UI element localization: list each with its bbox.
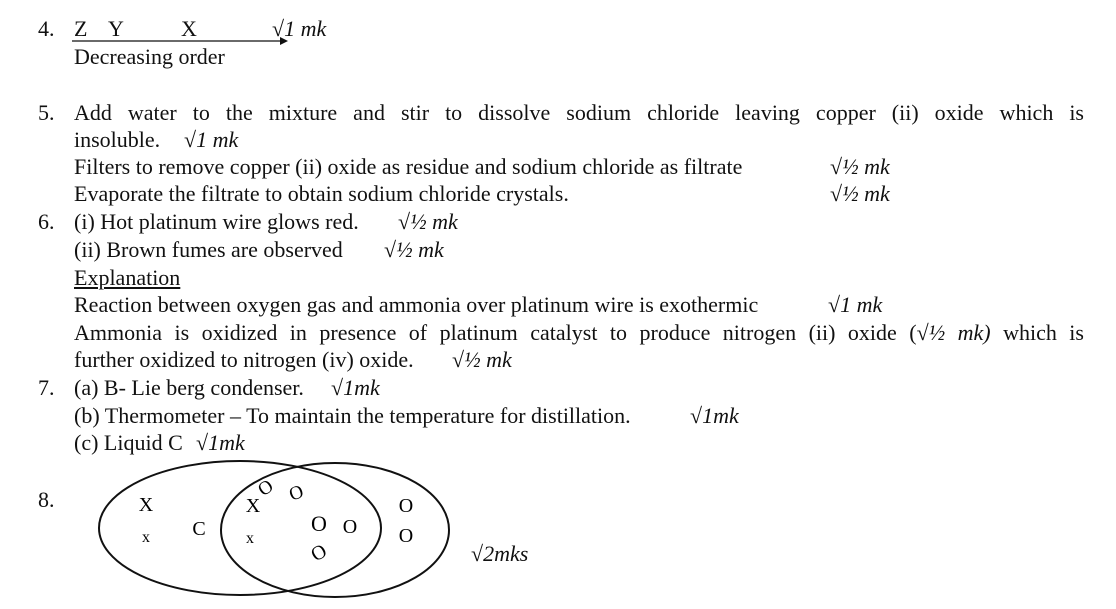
q5-mark-2: √1 mk — [184, 127, 239, 152]
q6-line-5: further oxidized to nitrogen (iv) oxide. — [74, 347, 414, 372]
q6-mark-5: √½ mk — [452, 347, 512, 372]
q7-mark-1: √1mk — [331, 375, 380, 400]
q4-mark: √1 mk — [272, 16, 327, 41]
overlap-o-1: O — [254, 475, 278, 501]
q5-number: 5. — [38, 100, 55, 125]
overlap-label-x-upper: X — [245, 495, 261, 517]
q7-number: 7. — [38, 375, 55, 400]
q7-mark-3: √1mk — [196, 430, 245, 455]
q6-line-4 — [74, 320, 1084, 346]
q7-mark-2: √1mk — [690, 403, 739, 428]
q7-line-2: (b) Thermometer – To maintain the temperature for distillation. — [74, 403, 631, 428]
q6-line-3: Reaction between oxygen gas and ammonia over platinum wire is exothermic — [74, 292, 759, 317]
q6-line-1: (i) Hot platinum wire glows red. — [74, 209, 359, 234]
q5-line-4: Evaporate the filtrate to obtain sodium chloride crystals. — [74, 181, 569, 206]
overlap-o-5: O — [307, 539, 331, 567]
q4-number: 4. — [38, 16, 55, 41]
q8-number: 8. — [38, 487, 55, 512]
right-label-o-upper: O — [398, 495, 414, 517]
q6-mark-4: √½ mk) — [916, 320, 991, 345]
q4-y: Y — [108, 16, 124, 41]
q8-mark: √2mks — [471, 541, 529, 566]
q6-mark-2: √½ mk — [384, 237, 444, 262]
q5-line-3: Filters to remove copper (ii) oxide as residue and sodium chloride as filtrate — [74, 154, 743, 179]
left-label-x-upper: X — [138, 494, 154, 516]
q6-number: 6. — [38, 209, 55, 234]
q6-mark-3: √1 mk — [828, 292, 883, 317]
q4-caption: Decreasing order — [74, 44, 225, 69]
q6-mark-1: √½ mk — [398, 209, 458, 234]
q5-mark-3: √½ mk — [830, 154, 890, 179]
q6-line-4-text: Ammonia is oxidized in presence of platinum catalyst to produce nitrogen (ii) oxide ( — [74, 320, 917, 345]
left-label-x-lower: x — [142, 529, 150, 546]
q6-line-4-tail: which is — [990, 320, 1084, 345]
left-label-c: C — [192, 518, 206, 540]
q6-line-2: (ii) Brown fumes are observed — [74, 237, 343, 262]
q4-z: Z — [74, 16, 88, 41]
q7-line-1: (a) B- Lie berg condenser. — [74, 375, 304, 400]
overlap-label-x-lower: x — [246, 530, 254, 547]
left-ellipse — [99, 461, 381, 595]
q4-x: X — [181, 16, 197, 41]
q5-mark-4: √½ mk — [830, 181, 890, 206]
q5-line-1: Add water to the mixture and stir to dissolve sodium chloride leaving copper (ii) oxide which is — [74, 100, 1084, 125]
overlap-o-4: O — [342, 516, 358, 538]
q6-heading: Explanation — [74, 265, 181, 290]
overlap-o-3: O — [311, 511, 327, 536]
q5-line-2: insoluble. — [74, 127, 161, 152]
q8-diagram — [0, 455, 560, 605]
right-label-o-lower: O — [398, 525, 414, 547]
q7-line-3: (c) Liquid C — [74, 430, 183, 455]
overlap-o-2: O — [286, 481, 307, 506]
